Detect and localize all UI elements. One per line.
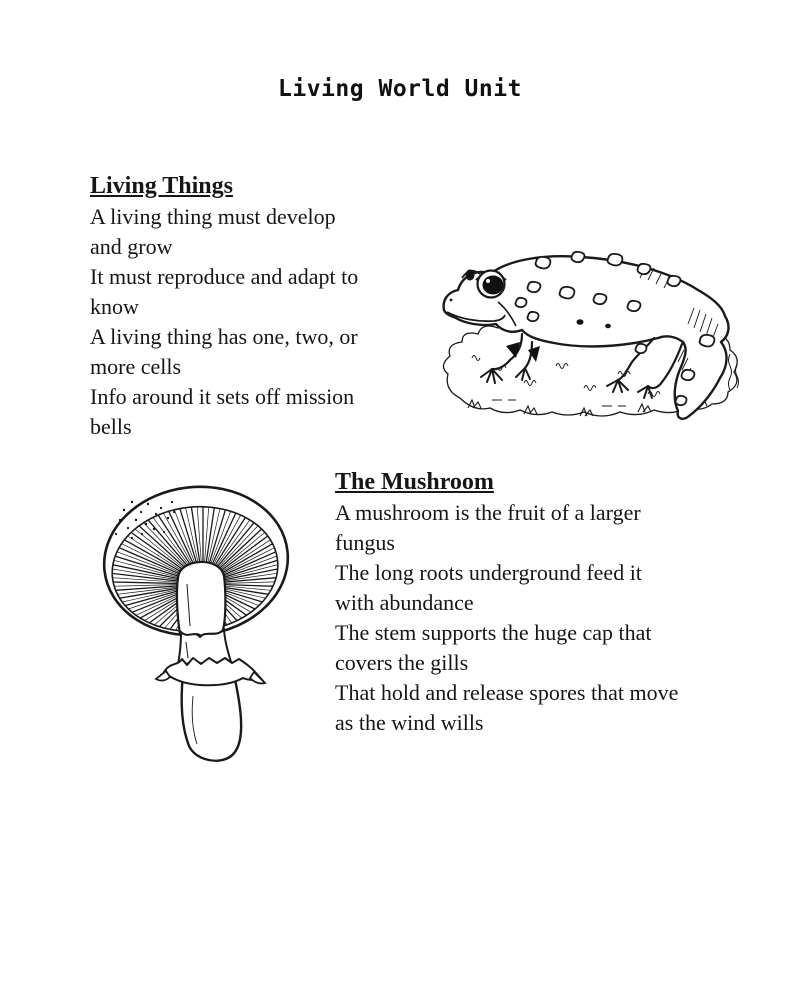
poem-line: The stem supports the huge cap that	[335, 620, 652, 645]
poem-line: as the wind wills	[335, 710, 484, 735]
mushroom-drawing-svg	[86, 466, 324, 768]
poem-line: know	[90, 294, 139, 319]
page-title: Living World Unit	[278, 76, 522, 102]
poem-line: fungus	[335, 530, 395, 555]
poem-line: The long roots underground feed it	[335, 560, 642, 585]
poem-line: It must reproduce and adapt to	[90, 264, 359, 289]
poem-line: A mushroom is the fruit of a larger	[335, 500, 641, 525]
poem-line: That hold and release spores that move	[335, 680, 679, 705]
poem-line: bells	[90, 414, 132, 439]
salamander-illustration	[432, 250, 747, 428]
living-things-heading: Living Things	[90, 173, 233, 199]
poem-line: A living thing has one, two, or	[90, 324, 358, 349]
poem-line: and grow	[90, 234, 173, 259]
mushroom-heading: The Mushroom	[335, 469, 494, 495]
mushroom-illustration	[86, 466, 324, 768]
section-the-mushroom	[335, 466, 775, 738]
poem-line: with abundance	[335, 590, 474, 615]
poem-line: Info around it sets off mission	[90, 384, 355, 409]
section-living-things	[90, 170, 430, 442]
poem-line: covers the gills	[335, 650, 469, 675]
poem-line: A living thing must develop	[90, 204, 336, 229]
poem-line: more cells	[90, 354, 182, 379]
salamander-drawing-svg	[432, 250, 747, 428]
